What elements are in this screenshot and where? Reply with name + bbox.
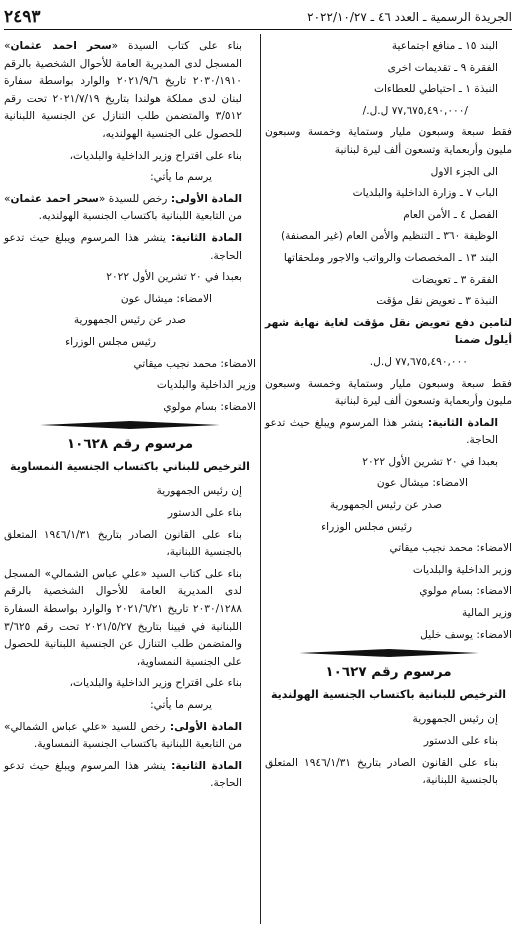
article-label: المادة الثانية: (171, 231, 242, 244)
signature-prime-minister: الامضاء: محمد نجيب ميقاتي (133, 357, 256, 370)
article-label: المادة الثانية: (427, 416, 498, 429)
article-label: المادة الأولى: (170, 192, 242, 205)
page-number: ٢٤٩٣ (4, 7, 41, 27)
budget-line: النبذة ١ ـ احتياطي للعطاءات (374, 83, 498, 96)
article-two (4, 230, 256, 265)
column-divider (260, 34, 261, 924)
budget-line: البند ١٣ ـ المخصصات والرواتب والاجور وملحقاتها (283, 251, 498, 264)
article-two (265, 415, 512, 450)
letter-paragraph: بناء على كتاب السيد «علي عباس الشمالي» المسجل لدى المديرية العامة للأحوال الشخصية بالرقم ٢٠٣٠/١٢٨٨ تاريخ ٢٠٢١/٦/٢١ والوارد بواسطة السفارة اللبنانية في فيينا بتاريخ ٢٠٢١/٥/٢٧ تحت رقم ٣/٦٢٥ والمتضمن طلب التنازل عن الجنسية اللبنانية للحصول على الجنسية النمساوية، (4, 567, 242, 668)
date-line: بعبدا في ٢٠ تشرين الأول ٢٠٢٢ (106, 271, 242, 284)
signature-interior: الامضاء: بسام مولوي (419, 585, 512, 598)
budget-line: الفقرة ٣ ـ تعويضات (411, 273, 498, 286)
minister-finance-title: وزير المالية (461, 607, 512, 620)
budget-purpose: لتامين دفع تعويض نقل مؤقت لغاية نهاية شهر أيلول ضمنا (265, 316, 512, 347)
article-text: ينشر هذا المرسوم ويبلغ حيث تدعو الحاجة. (4, 231, 242, 262)
page-header (4, 6, 512, 28)
prime-minister-title: رئيس مجلس الوزراء (65, 335, 156, 348)
article-one (4, 719, 256, 754)
budget-line: الباب ٧ ـ وزارة الداخلية والبلديات (352, 187, 498, 200)
article-text: ينشر هذا المرسوم ويبلغ حيث تدعو الحاجة. (4, 759, 242, 790)
preamble-line: بناء على القانون الصادر بتاريخ ١٩٤٦/١/٣١ المتعلق بالجنسية اللبنانية، (265, 756, 498, 787)
budget-line: الفصل ٤ ـ الأمن العام (403, 208, 498, 221)
preamble-line: بناء على الدستور (423, 735, 498, 747)
preamble-line: إن رئيس الجمهورية (156, 485, 242, 498)
preamble-line: بناء على الدستور (167, 507, 242, 520)
decree-subject: الترخيص للبنانية باكتساب الجنسية الهولندية (270, 687, 507, 701)
signature-finance: الامضاء: يوسف خليل (420, 628, 512, 641)
decrees-line: يرسم ما يأتي: (150, 699, 212, 711)
budget-line: النبذة ٣ ـ تعويض نقل مؤقت (376, 295, 498, 308)
signature-president: الامضاء: ميشال عون (120, 292, 212, 305)
signature-interior: الامضاء: بسام مولوي (163, 400, 256, 413)
amount-in-words: فقط سبعة وسبعون مليار وستماية وخمسة وسبعون مليون وأربعماية وتسعون ألف ليرة لبنانية (265, 126, 512, 156)
decree-number: مرسوم رقم ١٠٦٢٧ (325, 664, 452, 681)
article-text: رخص للسيدة « (98, 192, 171, 205)
letter-text: بناء على كتاب السيدة « (111, 40, 242, 52)
article-text: » من التابعية اللبنانية باكتساب الجنسية الهولنديه. (4, 192, 242, 223)
prime-minister-title: رئيس مجلس الوزراء (321, 520, 412, 533)
decree-subject: الترخيص للبناني باكتساب الجنسية النمساوية (10, 459, 250, 473)
preamble-line: بناء على القانون الصادر بتاريخ ١٩٤٦/١/٣١ المتعلق بالجنسية اللبنانية، (4, 528, 242, 559)
amount: /٧٧,٦٧٥,٤٩٠,٠٠٠ ل.ل./ (362, 104, 468, 117)
signature-president: الامضاء: ميشال عون (376, 477, 468, 490)
date-line: بعبدا في ٢٠ تشرين الأول ٢٠٢٢ (362, 455, 498, 468)
right-column (265, 38, 512, 794)
proposal-line: بناء على اقتراح وزير الداخلية والبلديات، (69, 149, 242, 162)
article-label: المادة الأولى: (169, 720, 242, 733)
article-text: ينشر هذا المرسوم ويبلغ حيث تدعو الحاجة. (265, 416, 498, 447)
article-label: المادة الثانية: (171, 759, 242, 772)
decree-number: مرسوم رقم ١٠٦٢٨ (66, 436, 194, 453)
decrees-line: يرسم ما يأتي: (150, 171, 212, 184)
letter-paragraph (4, 38, 256, 144)
header-rule (4, 29, 512, 30)
issued-by: صدر عن رئيس الجمهورية (73, 314, 186, 327)
article-text: رخص للسيد «علي عباس الشمالي» من التابعية اللبنانية باكتساب الجنسية النمساوية. (4, 720, 242, 751)
signature-prime-minister: الامضاء: محمد نجيب ميقاتي (389, 542, 512, 555)
budget-line: الوظيفة ٣٦٠ ـ التنظيم والأمن العام (غير المصنفة) (280, 230, 498, 243)
article-two (4, 758, 256, 793)
section-separator (299, 648, 479, 658)
letter-text: » المسجل لدى المديرية العامة للأحوال الشخصية بالرقم ٢٠٣٠/١٩١٠ تاريخ ٢٠٢١/٩/٦ والوارد بواسطة سفارة لبنان لدى مملكة هولندا بتاريخ ٢٠٢١/٧/١٩ تحت رقم ٣/٥١٢ والمتضمن طلب التنازل عن الجنسية اللبنانية للحصول على الجنسية الهولنديه، (4, 40, 243, 140)
amount-in-words: فقط سبعة وسبعون مليار وستماية وخمسة وسبعون مليون وأربعماية وتسعون ألف ليرة لبنانية (265, 377, 512, 408)
gazette-title: الجريدة الرسمية ـ العدد ٤٦ ـ ٢٠٢٢/١٠/٢٧ (307, 10, 512, 24)
article-one (4, 191, 256, 226)
budget-line: البند ١٥ ـ منافع اجتماعية (391, 40, 498, 52)
preamble-line: إن رئيس الجمهورية (412, 713, 498, 726)
section-separator (40, 420, 220, 430)
budget-line: الفقرة ٩ ـ تقديمات اخرى (387, 61, 498, 74)
minister-interior-title: وزير الداخلية والبلديات (412, 563, 512, 576)
amount: ٧٧,٦٧٥,٤٩٠,٠٠٠ ل.ل. (369, 355, 468, 368)
person-name: سحر احمد عثمان (10, 192, 99, 205)
budget-line: الى الجزء الاول (430, 165, 498, 178)
proposal-line: بناء على اقتراح وزير الداخلية والبلديات، (69, 677, 242, 690)
minister-interior-title: وزير الداخلية والبلديات (156, 379, 256, 392)
person-name: سحر احمد عثمان (10, 40, 112, 52)
left-column (4, 38, 256, 797)
issued-by: صدر عن رئيس الجمهورية (329, 499, 442, 512)
